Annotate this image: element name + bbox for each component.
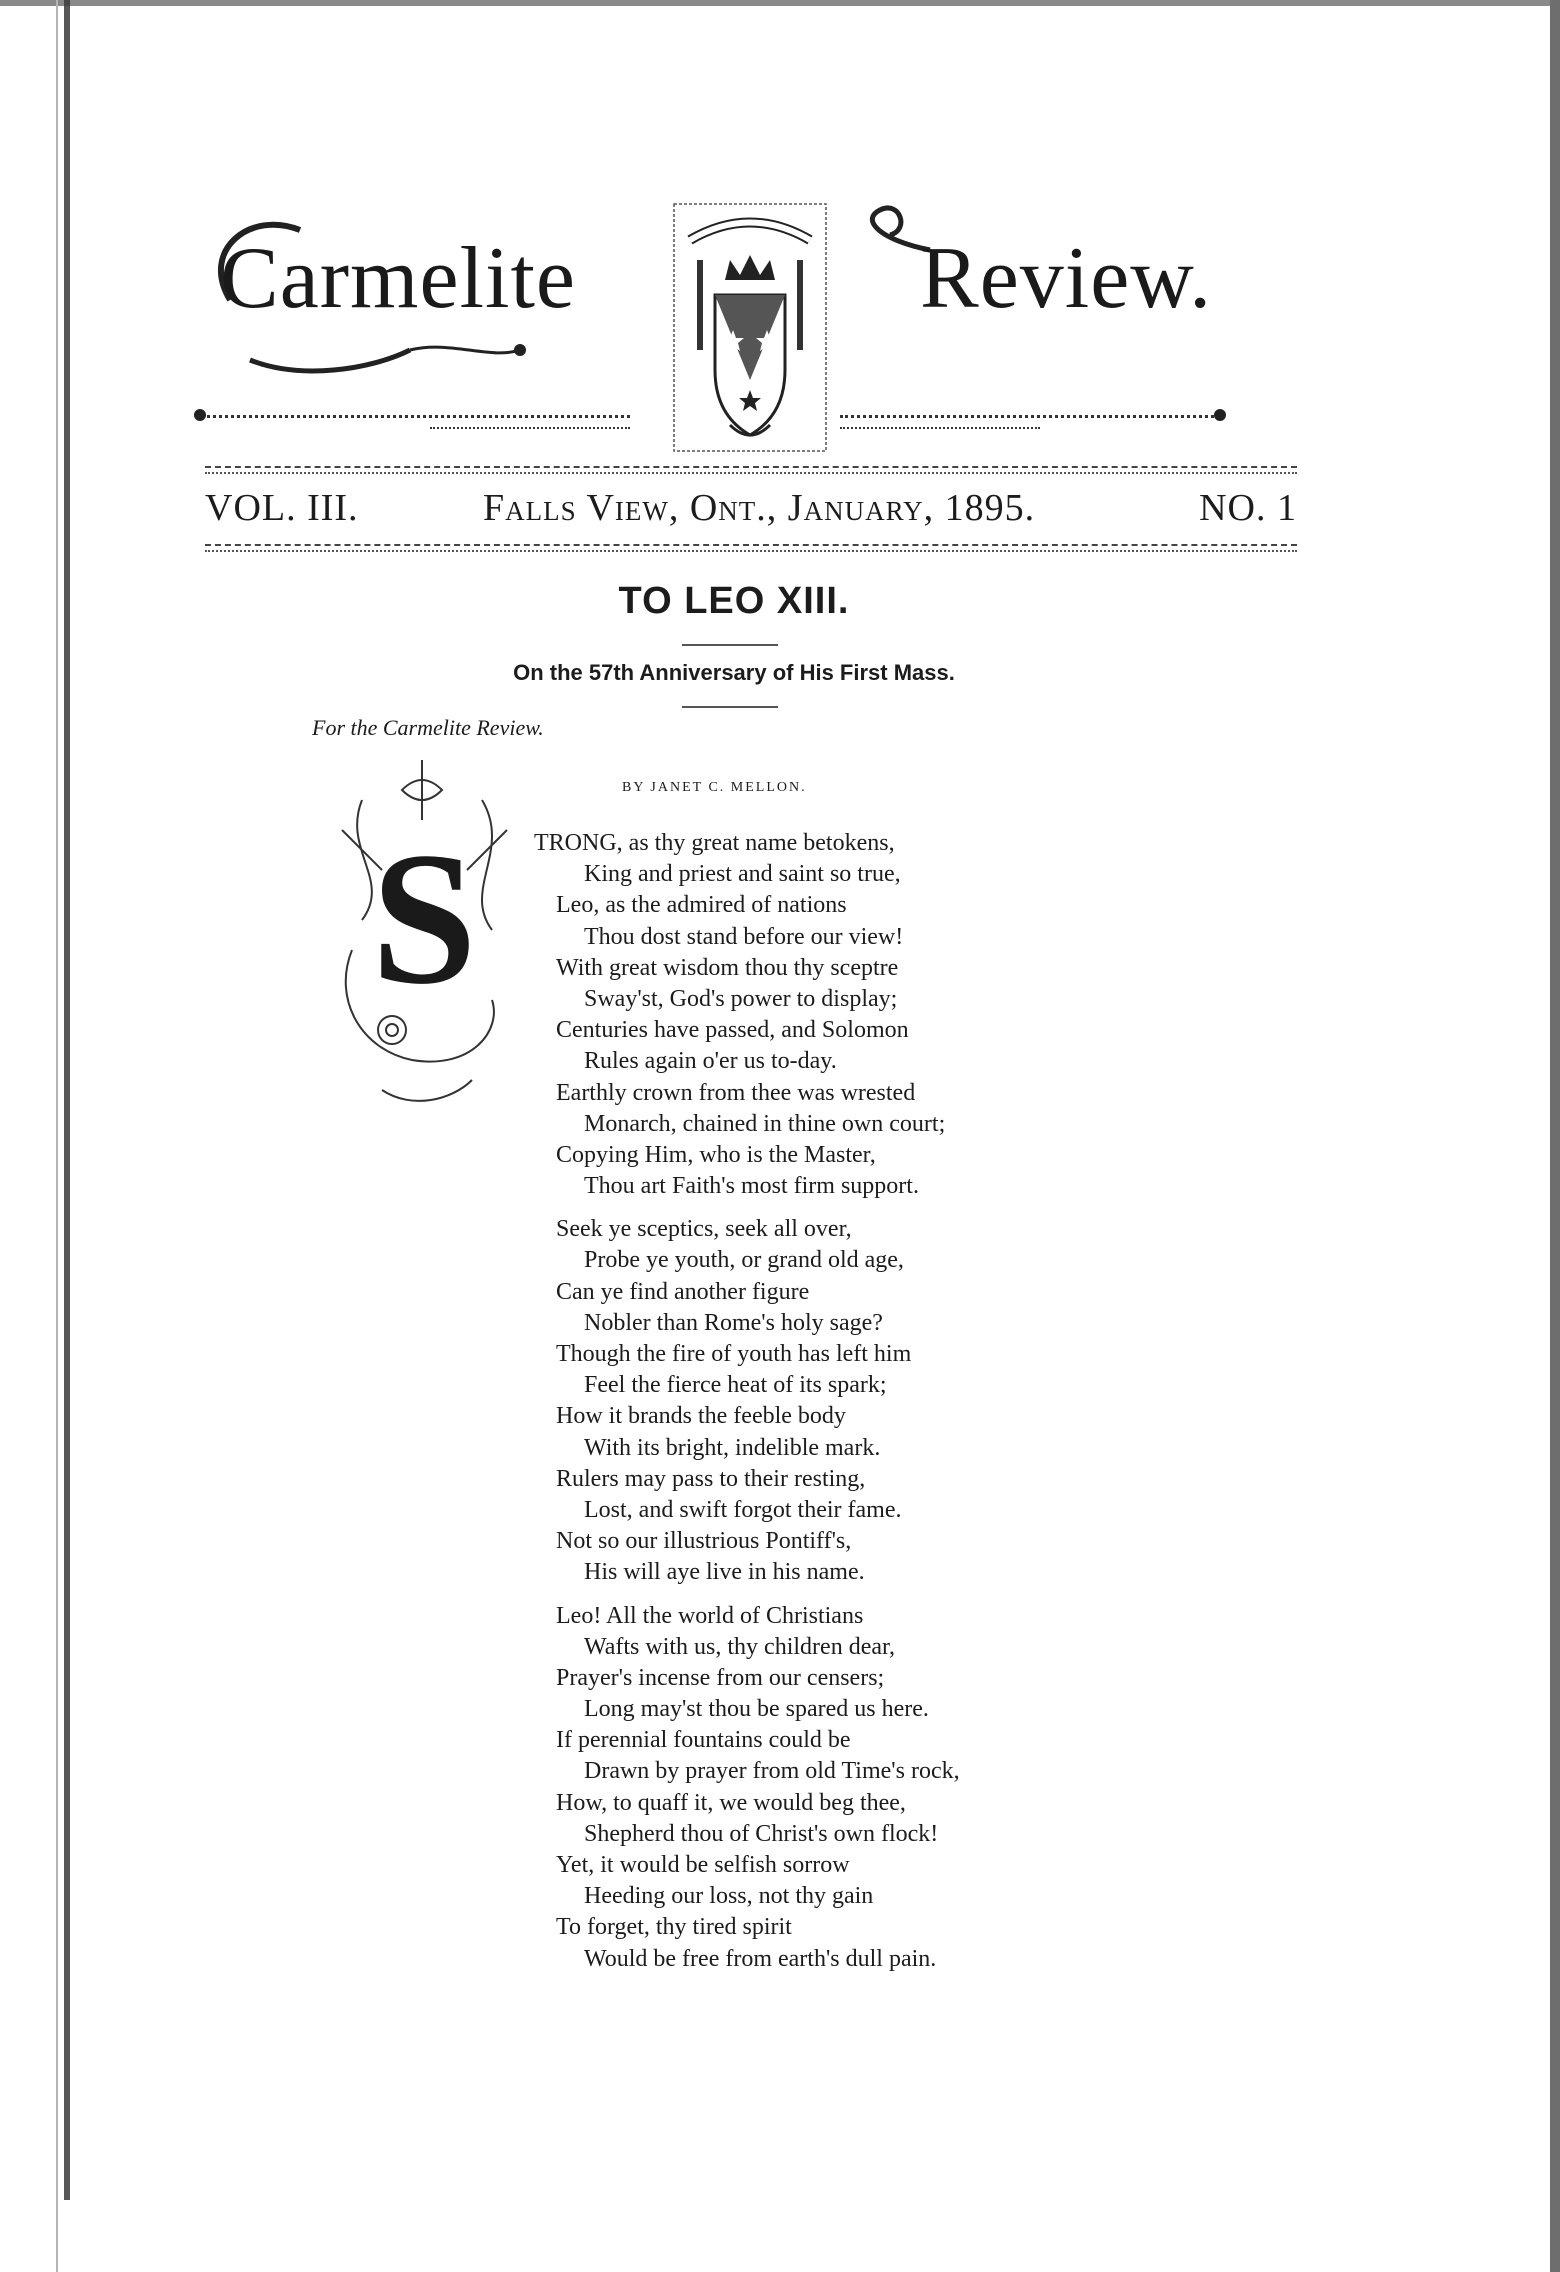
masthead-title-left: Carmelite — [220, 230, 576, 327]
poem-line: Seek ye sceptics, seek all over, — [556, 1216, 852, 1243]
poem-stanza — [534, 1214, 1134, 1588]
publication-credit: For the Carmelite Review. — [312, 715, 544, 740]
poem-line: With great wisdom thou thy sceptre — [556, 954, 899, 981]
poem-line: Monarch, chained in thine own court; — [584, 1110, 946, 1137]
poem-line: Thou dost stand before our view! — [584, 923, 904, 950]
poem-line: Rules again o'er us to-day. — [584, 1048, 837, 1075]
poem-line: Though the fire of youth has left him — [556, 1341, 912, 1367]
poem-line: His will aye live in his name. — [584, 1559, 865, 1586]
poem-line: Wafts with us, thy children dear, — [584, 1633, 896, 1660]
poem-body — [534, 828, 1134, 1987]
poem-line: How it brands the feeble body — [556, 1403, 846, 1430]
volume-number: VOL. III. — [205, 487, 359, 529]
poem-line: Would be free from earth's dull pain. — [584, 1945, 937, 1972]
poem-line: Leo, as the admired of nations — [556, 892, 847, 919]
poem-line: Not so our illustrious Pontiff's, — [556, 1528, 852, 1555]
issue-rule-bottom — [205, 544, 1297, 546]
poem-line: Yet, it would be selfish sorrow — [556, 1852, 850, 1878]
poem-line: King and priest and saint so true, — [584, 861, 901, 888]
poem-line: Shepherd thou of Christ's own flock! — [584, 1820, 939, 1847]
author-byline: BY JANET C. MELLON. — [622, 780, 807, 795]
poem-line: Centuries have passed, and Solomon — [556, 1017, 909, 1044]
poem-line: Sway'st, God's power to display; — [584, 985, 898, 1012]
title-divider — [682, 644, 778, 646]
poem-line: Probe ye youth, or grand old age, — [584, 1247, 904, 1274]
scan-right-edge — [1550, 0, 1560, 2272]
poem-stanza — [534, 1601, 1134, 1975]
poem-line: Rulers may pass to their resting, — [556, 1465, 866, 1492]
poem-line: To forget, thy tired spirit — [556, 1914, 792, 1941]
issue-rule-bottom-2 — [205, 550, 1297, 552]
poem-line: Thou art Faith's most firm support. — [584, 1173, 919, 1200]
masthead-title-right: Review. — [920, 230, 1213, 327]
poem-line: How, to quaff it, we would beg thee, — [556, 1789, 906, 1816]
poem-stanza — [534, 828, 1134, 1202]
poem-line: Can ye find another figure — [556, 1278, 810, 1305]
dropcap-letter: S — [371, 814, 477, 1024]
poem-line: Long may'st thou be spared us here. — [584, 1696, 929, 1723]
ornamental-dropcap-s — [322, 760, 527, 1115]
poem-title: TO LEO XIII. — [618, 580, 850, 622]
poem-subtitle: On the 57th Anniversary of His First Mass. — [513, 660, 955, 685]
rule-end-dot-left — [194, 409, 206, 421]
poem-line: If perennial fountains could be — [556, 1727, 851, 1754]
scan-binding-edge — [64, 0, 70, 2200]
scan-top-edge — [0, 0, 1560, 6]
issue-number: NO. 1 — [1199, 487, 1297, 529]
masthead-rule-left — [200, 415, 630, 418]
scan-left-gutter — [56, 0, 58, 2272]
poem-line: Prayer's incense from our censers; — [556, 1664, 885, 1691]
poem-line: Heeding our loss, not thy gain — [584, 1883, 874, 1910]
masthead-rule-right — [840, 415, 1220, 418]
issue-rule-top-2 — [205, 472, 1297, 474]
masthead-rule-left-lower — [430, 427, 630, 429]
poem-line: Feel the fierce heat of its spark; — [584, 1372, 887, 1399]
poem-line: Lost, and swift forgot their fame. — [584, 1496, 902, 1523]
masthead — [200, 190, 1280, 470]
poem-line: Leo! All the world of Christians — [556, 1602, 864, 1629]
poem-line: Earthly crown from thee was wrested — [556, 1079, 916, 1106]
carmelite-crest-emblem — [670, 200, 830, 455]
masthead-rule-right-lower — [840, 427, 1040, 429]
poem-line: Copying Him, who is the Master, — [556, 1141, 876, 1168]
poem-line: Drawn by prayer from old Time's rock, — [584, 1758, 960, 1785]
poem-line: With its bright, indelible mark. — [584, 1434, 881, 1461]
subtitle-divider — [682, 706, 778, 708]
issue-rule-top — [205, 466, 1297, 468]
rule-end-dot-right — [1214, 409, 1226, 421]
issue-place-date: Falls View, Ont., January, 1895. — [483, 487, 1036, 529]
issue-info — [205, 478, 1297, 538]
poem-line: TRONG, as thy great name betokens, — [534, 830, 895, 856]
poem-line: Nobler than Rome's holy sage? — [584, 1309, 883, 1336]
